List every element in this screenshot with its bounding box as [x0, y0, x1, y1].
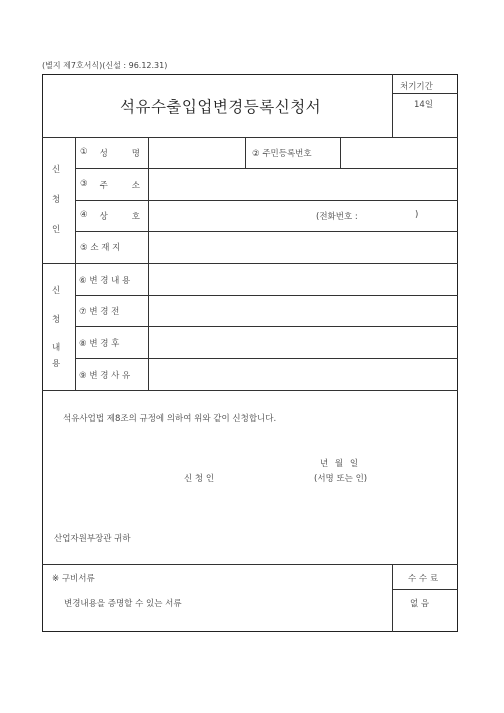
declaration-text: 석유사업법 제8조의 규정에 의하여 위와 같이 신청합니다. [63, 414, 277, 424]
change-content-label: ⑥ 변 경 내 용 [79, 276, 131, 286]
trade-name-label-char: 호 [131, 212, 140, 222]
applicant-section-char: 인 [52, 225, 61, 235]
form-header: (별지 제7호서식)(신설 : 96.12.31) [42, 61, 168, 70]
divider [75, 200, 458, 201]
address-label-char: 소 [131, 181, 140, 191]
trade-name-label-num: ④ [80, 210, 88, 220]
divider [42, 263, 458, 264]
divider [392, 589, 458, 590]
divider [42, 564, 458, 565]
divider [75, 326, 458, 327]
divider [75, 295, 458, 296]
required-documents-title: ※ 구비서류 [52, 574, 95, 584]
divider [245, 137, 246, 168]
name-label-num: ① [80, 147, 88, 157]
divider [392, 74, 393, 137]
applicant-section-char: 신 [52, 165, 61, 175]
divider [42, 390, 458, 391]
content-section-char: 청 [52, 315, 61, 325]
date-line: 년 월 일 [320, 459, 361, 469]
change-reason-label: ⑨ 변 경 사 유 [79, 371, 131, 381]
address-label-num: ③ [80, 179, 88, 189]
processing-period-label: 처기기간 [400, 82, 433, 92]
signature-or-seal: (서명 또는 인) [314, 474, 368, 484]
divider [392, 93, 458, 94]
form-title: 석유수출입업변경등록신청서 [120, 98, 322, 116]
divider [148, 137, 149, 390]
fee-value: 없 음 [410, 599, 430, 609]
fee-label: 수 수 료 [408, 574, 439, 584]
content-section-char: 용 [52, 359, 61, 369]
divider [75, 358, 458, 359]
trade-name-label [80, 210, 140, 222]
divider [75, 168, 458, 169]
resident-number-label: ② 주민등록번호 [252, 149, 312, 159]
address-label [80, 179, 140, 191]
content-section-char: 내 [52, 343, 61, 353]
name-label [80, 147, 140, 159]
divider [42, 137, 458, 138]
required-document-item: 변경내용을 증명할 수 있는 서류 [64, 599, 182, 609]
divider [75, 137, 76, 390]
divider [340, 137, 341, 168]
content-section-char: 신 [52, 286, 61, 296]
phone-number-label: (전화번호 : [316, 212, 358, 222]
address-label-char: 주 [99, 181, 108, 191]
applicant-section-char: 청 [52, 195, 61, 205]
before-change-label: ⑦ 변 경 전 [79, 307, 120, 317]
name-label-char: 성 [99, 149, 108, 159]
processing-period-value: 14일 [414, 100, 434, 110]
addressee: 산업자원부장관 귀하 [54, 534, 131, 544]
after-change-label: ⑧ 변 경 후 [79, 339, 120, 349]
trade-name-label-char: 상 [99, 212, 108, 222]
name-label-char: 명 [131, 149, 140, 159]
applicant-signature-label: 신 청 인 [184, 474, 215, 484]
divider [75, 231, 458, 232]
phone-number-close: ) [415, 210, 419, 220]
divider [392, 564, 393, 632]
location-label: ⑤ 소 재 지 [80, 243, 121, 253]
